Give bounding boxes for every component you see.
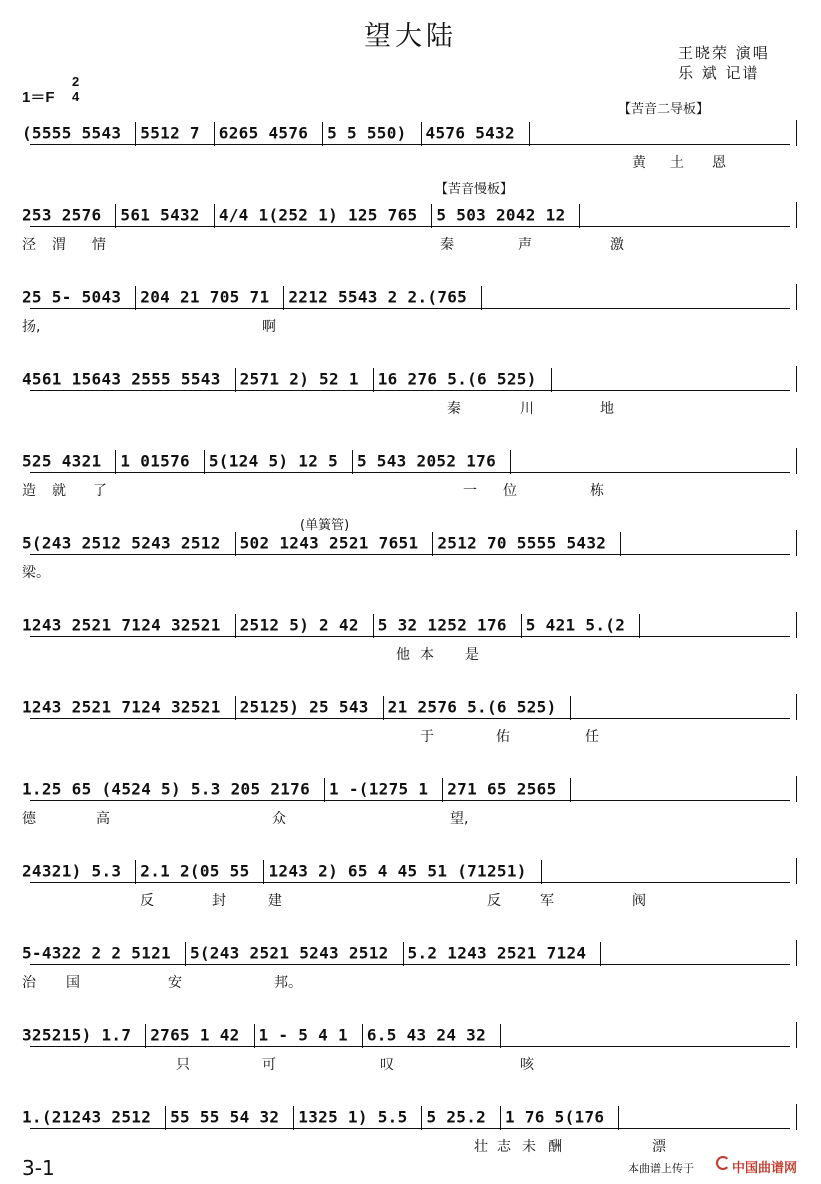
measure-group: 2.1 2(05 55	[140, 861, 260, 881]
measure-group: 2765 1 42	[150, 1025, 250, 1045]
lyric-char: 泾	[22, 237, 36, 253]
measure-group: 25125) 25 543	[239, 697, 379, 717]
bar-line	[263, 860, 264, 884]
notation-line	[22, 204, 584, 228]
lyric-char: 川	[520, 401, 534, 417]
beam-line	[30, 226, 790, 227]
lyric-char: 治	[22, 975, 36, 991]
lyric-char: 志	[497, 1139, 511, 1155]
bar-line	[570, 778, 571, 802]
measure-group: 1 -(1275 1	[328, 779, 439, 799]
notation-line	[22, 778, 575, 802]
lyric-char: 众	[272, 811, 286, 827]
notation-line	[22, 1024, 505, 1048]
lyric-char: 国	[66, 975, 80, 991]
lyric-char: 情	[92, 237, 106, 253]
lyric-char: 秦	[440, 237, 454, 253]
meter-bottom: 4	[72, 89, 80, 104]
system-end-bar	[796, 530, 797, 556]
measure-group: 253 2576	[22, 205, 112, 225]
lyric-char: 地	[600, 401, 614, 417]
lyric-char: 军	[540, 893, 554, 909]
lyric-char: 他	[396, 647, 410, 663]
lyric-char: 渭	[52, 237, 66, 253]
bar-line	[115, 450, 116, 474]
lyric-char: 邦。	[274, 975, 302, 991]
measure-group: 2512 70 5555 5432	[437, 533, 617, 553]
bar-line	[165, 1106, 166, 1130]
bar-line	[403, 942, 404, 966]
bar-line	[618, 1106, 619, 1130]
bar-line	[235, 368, 236, 392]
bar-line	[570, 696, 571, 720]
beam-line	[30, 554, 790, 555]
bar-line	[521, 614, 522, 638]
lyric-char: 安	[168, 975, 182, 991]
bar-line	[185, 942, 186, 966]
section-marking: 【苦音慢板】	[435, 182, 514, 197]
beam-line	[30, 144, 790, 145]
bar-line	[383, 696, 384, 720]
time-signature	[72, 74, 79, 104]
lyric-char: 恩	[712, 155, 726, 171]
measure-group: 5 503 2042 12	[436, 205, 576, 225]
bar-line	[432, 532, 433, 556]
transcriber-credit: 乐 斌 记谱	[678, 64, 760, 82]
lyric-char: 一	[463, 483, 477, 499]
measure-group: 6265 4576	[218, 123, 319, 143]
measure-group: 1 - 5 4 1	[258, 1025, 358, 1045]
lyric-char: 漂	[652, 1139, 666, 1155]
bar-line	[431, 204, 432, 228]
lyric-char: 封	[212, 893, 226, 909]
measure-group: 5 5 550)	[327, 123, 417, 143]
measure-group: 1243 2) 65 4 45 51 (71251)	[268, 861, 537, 881]
system-end-bar	[796, 120, 797, 146]
lyric-char: 就	[52, 483, 66, 499]
section-marking: 【苦音二导板】	[618, 102, 710, 117]
measure-group: 5(243 2512 5243 2512	[22, 533, 231, 553]
bar-line	[541, 860, 542, 884]
bar-line	[135, 286, 136, 310]
bar-line	[481, 286, 482, 310]
system-end-bar	[796, 858, 797, 884]
lyric-char: 阀	[632, 893, 646, 909]
lyric-char: 只	[176, 1057, 190, 1073]
measure-group: 21 2576 5.(6 525)	[387, 697, 567, 717]
bar-line	[115, 204, 116, 228]
bar-line	[551, 368, 552, 392]
measure-group: 204 21 705 71	[140, 287, 280, 307]
bar-line	[204, 450, 205, 474]
lyric-char: 反	[140, 893, 154, 909]
measure-group: 1 01576	[120, 451, 200, 471]
lyric-char: 梁。	[22, 565, 50, 581]
site-brand: 中国曲谱网	[732, 1161, 798, 1176]
lyric-char: 咳	[520, 1057, 534, 1073]
bar-line	[352, 450, 353, 474]
measure-group: 5(243 2521 5243 2512	[189, 943, 399, 963]
bar-line	[500, 1106, 501, 1130]
measure-group: 2512 5) 2 42	[239, 615, 369, 635]
bar-line	[362, 1024, 363, 1048]
lyric-char: 高	[96, 811, 110, 827]
lyric-char: 栋	[590, 483, 604, 499]
measure-group: 1.25 65 (4524 5) 5.3 205 2176	[22, 779, 320, 799]
measure-group: 5512 7	[140, 123, 210, 143]
lyric-char: 望,	[450, 811, 469, 827]
section-marking: (单簧管)	[300, 518, 350, 533]
measure-group: 1 76 5(176	[505, 1107, 615, 1127]
notation-line	[22, 860, 546, 884]
upload-note: 本曲谱上传于	[628, 1162, 694, 1175]
lyric-char: 佑	[496, 729, 510, 745]
meter-top: 2	[72, 74, 80, 89]
bar-line	[135, 860, 136, 884]
bar-line	[600, 942, 601, 966]
measure-group: 6.5 43 24 32	[366, 1025, 496, 1045]
lyric-char: 激	[610, 237, 624, 253]
measure-group: 5.2 1243 2521 7124	[407, 943, 597, 963]
measure-group: 5 421 5.(2	[525, 615, 636, 635]
bar-line	[639, 614, 640, 638]
lyric-char: 酬	[548, 1139, 562, 1155]
lyric-char: 位	[503, 483, 517, 499]
bar-line	[214, 204, 215, 228]
system-end-bar	[796, 776, 797, 802]
measure-group: 5(124 5) 12 5	[208, 451, 348, 471]
lyric-char: 啊	[262, 319, 276, 335]
notation-line	[22, 614, 644, 638]
lyric-char: 于	[420, 729, 434, 745]
measure-group: 502 1243 2521 7651	[239, 533, 429, 553]
song-title: 望大陆	[364, 21, 457, 52]
beam-line	[30, 964, 790, 965]
bar-line	[235, 614, 236, 638]
bar-line	[421, 1106, 422, 1130]
notation-line	[22, 450, 515, 474]
measure-group: 1.(21243 2512	[22, 1107, 162, 1127]
lyric-char: 扬,	[22, 319, 41, 335]
bar-line	[500, 1024, 501, 1048]
notation-line	[22, 696, 575, 720]
measure-group: 5-4322 2 2 5121	[22, 943, 181, 963]
measure-group: 5 32 1252 176	[377, 615, 517, 635]
measure-group: 24321) 5.3	[22, 861, 132, 881]
system-end-bar	[796, 1104, 797, 1130]
measure-group: 1243 2521 7124 32521	[22, 697, 231, 717]
bar-line	[579, 204, 580, 228]
measure-group: 1243 2521 7124 32521	[22, 615, 231, 635]
lyric-char: 本	[420, 647, 434, 663]
system-end-bar	[796, 940, 797, 966]
notation-line	[22, 286, 486, 310]
measure-group: (5555 5543	[22, 123, 132, 143]
lyric-char: 了	[93, 483, 107, 499]
notation-line	[22, 532, 625, 556]
system-end-bar	[796, 612, 797, 638]
beam-line	[30, 636, 790, 637]
bar-line	[235, 532, 236, 556]
measure-group: 5 543 2052 176	[356, 451, 506, 471]
bar-line	[620, 532, 621, 556]
bar-line	[293, 1106, 294, 1130]
bar-line	[529, 122, 530, 146]
beam-line	[30, 718, 790, 719]
notation-line	[22, 1106, 623, 1130]
bar-line	[324, 778, 325, 802]
site-logo-icon	[716, 1156, 730, 1170]
beam-line	[30, 390, 790, 391]
lyric-char: 德	[22, 811, 36, 827]
lyric-char: 是	[465, 647, 479, 663]
notation-line	[22, 942, 605, 966]
lyric-char: 建	[268, 893, 282, 909]
bar-line	[254, 1024, 255, 1048]
measure-group: 16 276 5.(6 525)	[377, 369, 547, 389]
lyric-char: 土	[670, 155, 684, 171]
measure-group: 271 65 2565	[447, 779, 567, 799]
bar-line	[214, 122, 215, 146]
measure-group: 2571 2) 52 1	[239, 369, 369, 389]
measure-group: 325215) 1.7	[22, 1025, 142, 1045]
system-end-bar	[796, 202, 797, 228]
lyric-char: 任	[585, 729, 599, 745]
beam-line	[30, 882, 790, 883]
lyric-char: 叹	[380, 1057, 394, 1073]
measure-group: 1325 1) 5.5	[298, 1107, 418, 1127]
lyric-char: 可	[262, 1057, 276, 1073]
system-end-bar	[796, 448, 797, 474]
bar-line	[322, 122, 323, 146]
measure-group: 4576 5432	[425, 123, 525, 143]
bar-line	[283, 286, 284, 310]
beam-line	[30, 1128, 790, 1129]
beam-line	[30, 800, 790, 801]
notation-line	[22, 122, 534, 146]
bar-line	[235, 696, 236, 720]
bar-line	[145, 1024, 146, 1048]
system-end-bar	[796, 1022, 797, 1048]
lyric-char: 黄	[632, 155, 646, 171]
lyric-char: 未	[522, 1139, 536, 1155]
performer-credit: 王晓荣 演唱	[678, 44, 770, 62]
notation-line	[22, 368, 556, 392]
lyric-char: 声	[518, 237, 532, 253]
bar-line	[421, 122, 422, 146]
lyric-char: 造	[22, 483, 36, 499]
page-number: 3-1	[22, 1156, 55, 1180]
beam-line	[30, 308, 790, 309]
system-end-bar	[796, 284, 797, 310]
measure-group: 25 5- 5043	[22, 287, 132, 307]
measure-group: 525 4321	[22, 451, 112, 471]
beam-line	[30, 1046, 790, 1047]
measure-group: 4561 15643 2555 5543	[22, 369, 231, 389]
key-signature: 1＝F	[22, 89, 55, 106]
lyric-char: 秦	[447, 401, 461, 417]
measure-group: 55 55 54 32	[170, 1107, 290, 1127]
bar-line	[135, 122, 136, 146]
measure-group: 2212 5543 2 2.(765	[288, 287, 478, 307]
bar-line	[373, 368, 374, 392]
lyric-char: 壮	[474, 1139, 488, 1155]
measure-group: 5 25.2	[426, 1107, 496, 1127]
bar-line	[373, 614, 374, 638]
bar-line	[510, 450, 511, 474]
beam-line	[30, 472, 790, 473]
lyric-char: 反	[487, 893, 501, 909]
measure-group: 561 5432	[120, 205, 210, 225]
system-end-bar	[796, 366, 797, 392]
measure-group: 4/4 1(252 1) 125 765	[218, 205, 428, 225]
system-end-bar	[796, 694, 797, 720]
bar-line	[442, 778, 443, 802]
